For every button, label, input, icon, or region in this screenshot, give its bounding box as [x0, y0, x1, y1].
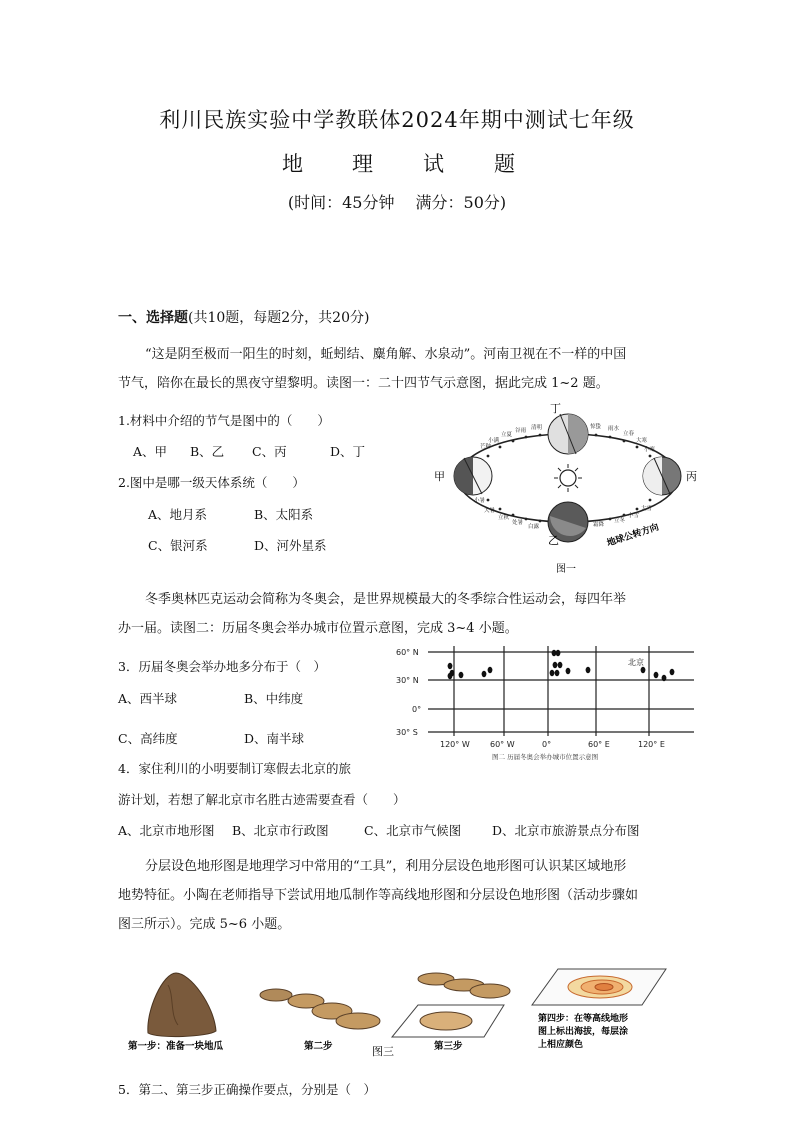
host-city-marker	[459, 672, 464, 678]
term-label: 芒种	[480, 444, 492, 450]
term-label: 立冬	[614, 518, 626, 524]
host-city-marker	[488, 667, 493, 673]
position-yi: 乙	[548, 534, 559, 547]
subject-char-2: 理	[352, 152, 373, 176]
figure3-caption: 图三	[372, 1045, 394, 1058]
term-label: 大寒	[636, 438, 648, 444]
host-city-marker	[555, 670, 560, 676]
term-label: 小寒	[644, 447, 656, 453]
q1-option-a: A、甲	[133, 444, 168, 459]
step4-label-line2: 图上标出海拔，每层涂	[538, 1027, 629, 1037]
figure2-caption: 图二 历届冬奥会举办城市位置示意图	[492, 753, 599, 761]
step3-label: 第三步	[434, 1041, 463, 1052]
step2-label: 第二步	[304, 1041, 333, 1052]
figure1-caption: 图一	[556, 564, 576, 575]
figure2-olympics-map	[392, 642, 700, 764]
potato-slices-icon	[260, 989, 380, 1029]
term-label: 小暑	[474, 498, 486, 504]
lon-label-120w: 120° W	[440, 740, 470, 749]
beijing-label: 北京	[628, 658, 644, 667]
lon-label-120e: 120° E	[638, 740, 665, 749]
term-label: 大雪	[641, 506, 653, 512]
figure3-steps-illustration	[118, 965, 674, 1061]
position-bing: 丙	[686, 470, 697, 483]
q1-stem: 1.材料中介绍的节气是图中的（ ）	[118, 413, 330, 428]
q2-option-d: D、河外星系	[254, 538, 327, 553]
term-label: 雨水	[608, 426, 620, 432]
lat-label-30s: 30° S	[396, 728, 418, 737]
lat-label-30n: 30° N	[396, 676, 419, 685]
orbit-direction-label: 地球公转方向	[605, 522, 661, 549]
q4-option-c: C、北京市气候图	[364, 823, 462, 838]
host-city-marker	[662, 675, 667, 681]
q4-option-d: D、北京市旅游景点分布图	[492, 823, 640, 838]
host-city-marker	[448, 663, 453, 669]
q4-option-b: B、北京市行政图	[232, 823, 329, 838]
term-label: 清明	[531, 425, 543, 431]
q3-option-a: A、西半球	[118, 691, 178, 706]
host-city-marker	[566, 668, 571, 674]
earth-bing-icon	[643, 457, 681, 495]
host-city-marker	[641, 667, 646, 673]
exam-title: 利川民族实验中学教联体2024年期中测试七年级	[159, 108, 635, 132]
q5-stem: 5．第二、第三步正确操作要点，分别是（ ）	[118, 1082, 376, 1097]
q2-option-b: B、太阳系	[254, 507, 314, 522]
term-label: 大暑	[484, 508, 496, 514]
step4-label-line1: 第四步：在等高线地形	[538, 1014, 629, 1024]
q1-option-d: D、丁	[330, 444, 366, 459]
lon-label-60e: 60° E	[588, 740, 610, 749]
host-city-marker	[586, 667, 591, 673]
host-city-marker	[482, 671, 487, 677]
intro3-line3: 图三所示）。完成 5~6 小题。	[118, 917, 291, 932]
lon-lines	[454, 646, 649, 736]
q3-option-c: C、高纬度	[118, 731, 178, 746]
host-city-marker	[558, 662, 563, 668]
term-label: 白露	[528, 524, 540, 530]
intro3-line1: 分层设色地形图是地理学习中常用的“工具”，利用分层设色地形图可认识某区域地形	[145, 859, 627, 874]
intro1-line1: “这是阴至极而一阳生的时刻，蚯蚓结、麋角解、水泉动”。河南卫视在不一样的中国	[145, 347, 627, 362]
term-label: 处暑	[512, 520, 524, 526]
q4-stem-line2: 游计划，若想了解北京市名胜古迹需要查看（ ）	[118, 792, 406, 807]
term-label: 立夏	[501, 432, 513, 438]
traced-slice-icon	[392, 973, 510, 1037]
term-label: 立秋	[498, 515, 510, 521]
term-label: 谷雨	[515, 428, 527, 434]
potato-mound-icon	[148, 973, 216, 1037]
intro2-line2: 办一届。读图二：历届冬奥会举办城市位置示意图，完成 3~4 小题。	[118, 621, 518, 636]
layered-color-map-icon	[532, 969, 666, 1005]
step4-label-line3: 上相应颜色	[538, 1040, 584, 1050]
term-label: 小满	[488, 438, 500, 444]
figure1-solar-terms-diagram	[428, 398, 700, 576]
host-city-marker	[556, 650, 561, 656]
term-label: 小雪	[628, 513, 640, 519]
q3-stem: 3．历届冬奥会举办地多分布于（ ）	[118, 659, 326, 674]
q4-option-a: A、北京市地形图	[118, 823, 215, 838]
q2-stem: 2.图中是哪一级天体系统（ ）	[118, 475, 305, 490]
host-city-marker	[448, 673, 453, 679]
section-heading-bold: 一、选择题	[118, 310, 188, 326]
lon-label-60w: 60° W	[490, 740, 515, 749]
q1-option-b: B、乙	[190, 444, 225, 459]
term-label: 立春	[623, 431, 635, 437]
section-heading-note: (共10题，每题2分，共20分)	[188, 310, 370, 326]
host-city-marker	[654, 672, 659, 678]
intro2-line1: 冬季奥林匹克运动会简称为冬奥会，是世界规模最大的冬季综合性运动会，每四年举	[145, 592, 627, 607]
intro3-line2: 地势特征。小陶在老师指导下尝试用地瓜制作等高线地形图和分层设色地形图（活动步骤如	[118, 888, 639, 903]
q1-option-c: C、丙	[252, 444, 287, 459]
q2-option-c: C、银河系	[148, 538, 208, 553]
time-info: (时间：45分钟 满分：50分)	[287, 193, 507, 212]
earth-ding-icon	[548, 414, 588, 454]
q3-option-d: D、南半球	[244, 731, 305, 746]
section-heading	[118, 307, 369, 327]
position-ding: 丁	[550, 402, 561, 415]
q3-option-b: B、中纬度	[244, 691, 304, 706]
subject-char-1: 地	[282, 152, 303, 176]
host-city-marker	[550, 670, 555, 676]
earth-jia-icon	[454, 457, 492, 495]
term-label: 霜降	[593, 522, 605, 528]
step1-label: 第一步：准备一块地瓜	[128, 1041, 224, 1052]
lat-label-0: 0°	[412, 705, 422, 714]
position-jia: 甲	[434, 470, 445, 483]
lat-label-60n: 60° N	[396, 648, 419, 657]
sun-icon	[554, 464, 582, 492]
term-label: 惊蛰	[590, 424, 602, 430]
intro1-line2: 节气，陪你在最长的黑夜守望黎明。读图一：二十四节气示意图，据此完成 1~2 题。	[118, 376, 609, 391]
host-city-marker	[553, 662, 558, 668]
q2-option-a: A、地月系	[148, 507, 208, 522]
host-city-marker	[670, 669, 675, 675]
lon-label-0: 0°	[542, 740, 552, 749]
subject-char-3: 试	[423, 152, 444, 176]
subject-char-4: 题	[494, 152, 515, 176]
q4-stem-line1: 4．家住利川的小明要制订寒假去北京的旅	[118, 761, 351, 776]
